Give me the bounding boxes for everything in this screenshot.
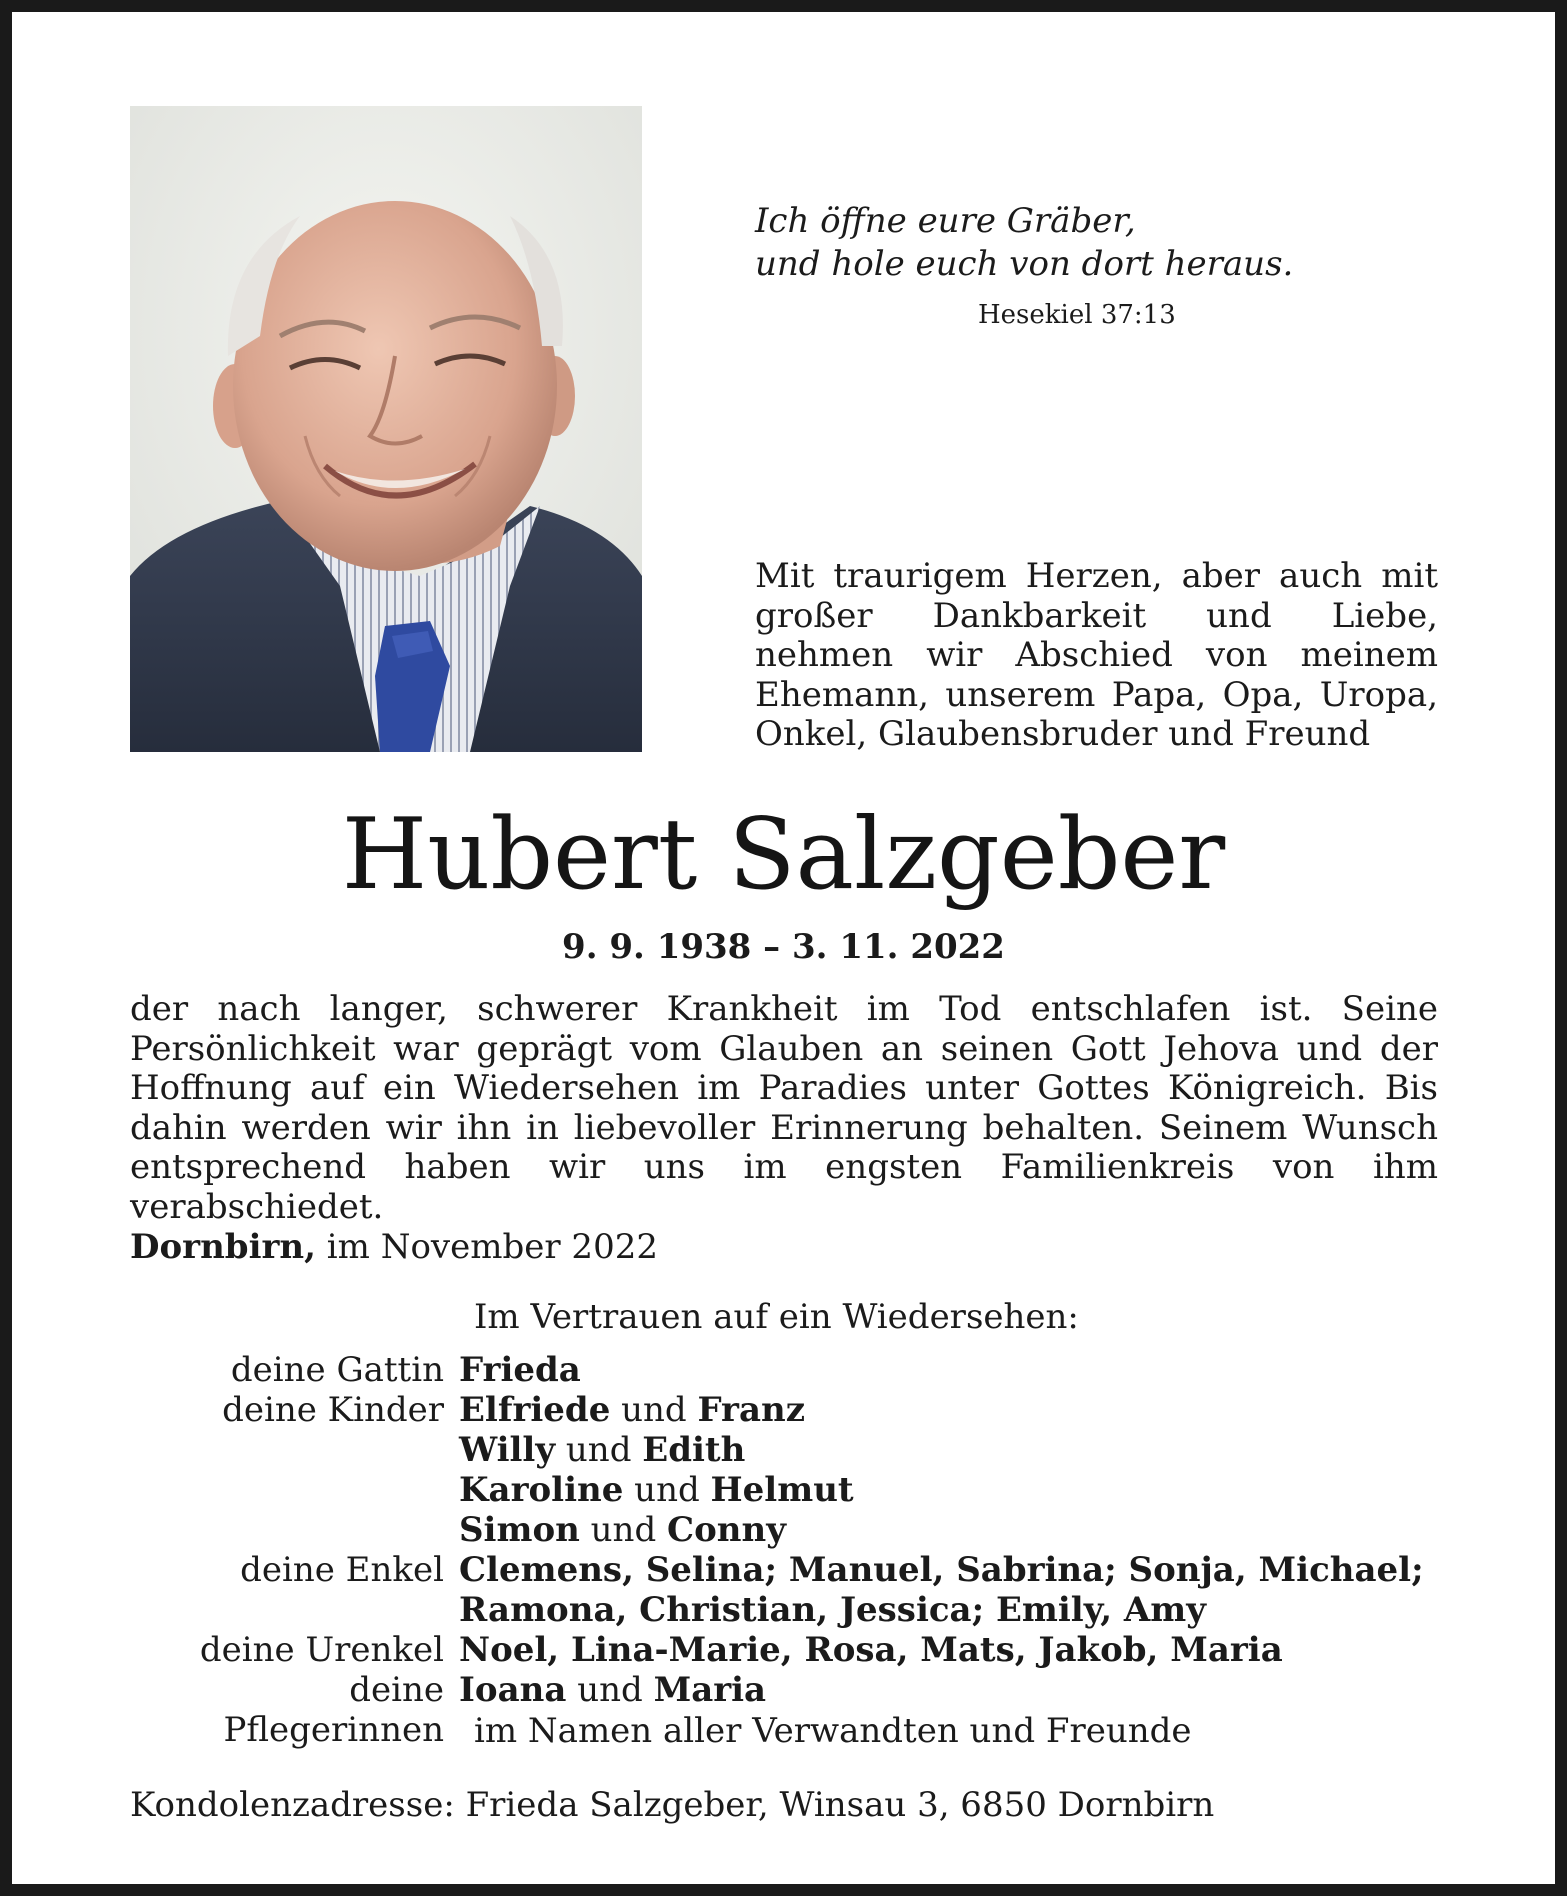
mourner-name: Conny (667, 1510, 786, 1550)
condolence-address: Kondolenzadresse: Frieda Salzgeber, Winsau 3, 6850 Dornbirn (130, 1785, 1215, 1825)
quote-line-2: und hole euch von dort heraus. (755, 244, 1294, 284)
mourners-list (130, 1350, 1450, 1750)
conjunction: und (621, 1390, 687, 1430)
conjunction: und (590, 1510, 657, 1550)
deceased-name: Hubert Salzgeber (341, 798, 1226, 912)
mourner-name: Helmut (710, 1470, 854, 1510)
closing-line: im Namen aller Verwandten und Freunde (474, 1711, 1192, 1751)
conjunction: und (565, 1430, 632, 1470)
mourner-names: Noel, Lina-Marie, Rosa, Mats, Jakob, Maria (459, 1630, 1283, 1670)
mourner-names: Ramona, Christian, Jessica; Emily, Amy (459, 1590, 1206, 1630)
mourner-row-children-1 (130, 1390, 1450, 1430)
mourner-row-grandchildren-1 (130, 1550, 1450, 1590)
place-date-text: im November 2022 (315, 1227, 658, 1267)
relation-label: deine Pflegerinnen (223, 1670, 444, 1750)
mourner-name: Maria (653, 1670, 767, 1710)
bible-quote (755, 200, 1293, 286)
conjunction: und (634, 1470, 700, 1510)
mourner-row-children-3 (130, 1470, 1450, 1510)
intro-paragraph: Mit traurigem Herzen, aber auch mit großer Dankbarkeit und Liebe, nehmen wir Abschied von meinem Ehemann, unserem Papa, Opa, Uropa, Onkel, Glaubensbruder und Freund (755, 556, 1438, 754)
mourner-name: Franz (697, 1390, 806, 1430)
mourner-row-children-2 (130, 1430, 1450, 1470)
relation-label: deine Gattin (230, 1350, 444, 1390)
life-dates: 9. 9. 1938 – 3. 11. 2022 (562, 927, 1005, 967)
mourner-name: Edith (642, 1430, 746, 1470)
mourner-row-grandchildren-2 (130, 1590, 1450, 1630)
conjunction: und (577, 1670, 643, 1710)
mourner-row-wife (130, 1350, 1450, 1390)
quote-reference: Hesekiel 37:13 (978, 300, 1176, 330)
place-date (130, 1227, 658, 1267)
relation-label: deine Kinder (222, 1390, 444, 1430)
place-city: Dornbirn, (130, 1227, 316, 1267)
relation-label: deine Urenkel (199, 1630, 444, 1670)
mourner-names: Clemens, Selina; Manuel, Sabrina; Sonja, Michael; (459, 1550, 1424, 1590)
mourner-name: Karoline (459, 1470, 624, 1510)
body-paragraph: der nach langer, schwerer Krankheit im Tod entschlafen ist. Seine Persönlichkeit war geprägt vom Glauben an seinen Gott Jehova und der Hoffnung auf ein Wiedersehen im Paradies unter Gottes Königreich. Bis dahin werden wir ihn in liebevoller Erinnerung behalten. Seinem Wunsch entsprechend haben wir uns im engsten Familienkreis von ihm verabschiedet. (130, 989, 1438, 1227)
quote-line-1: Ich öffne eure Gräber, (755, 201, 1136, 241)
portrait-photo (130, 106, 642, 752)
mourner-name: Willy (459, 1430, 556, 1470)
mourner-name: Simon (459, 1510, 580, 1550)
relation-label: deine Enkel (240, 1550, 444, 1590)
mourner-name: Frieda (459, 1350, 581, 1390)
mourner-name: Elfriede (459, 1390, 611, 1430)
mourner-name: Ioana (459, 1670, 567, 1710)
mourner-row-children-4 (130, 1510, 1450, 1550)
trust-line: Im Vertrauen auf ein Wiedersehen: (474, 1297, 1079, 1337)
mourner-row-great-grandchildren (130, 1630, 1450, 1670)
